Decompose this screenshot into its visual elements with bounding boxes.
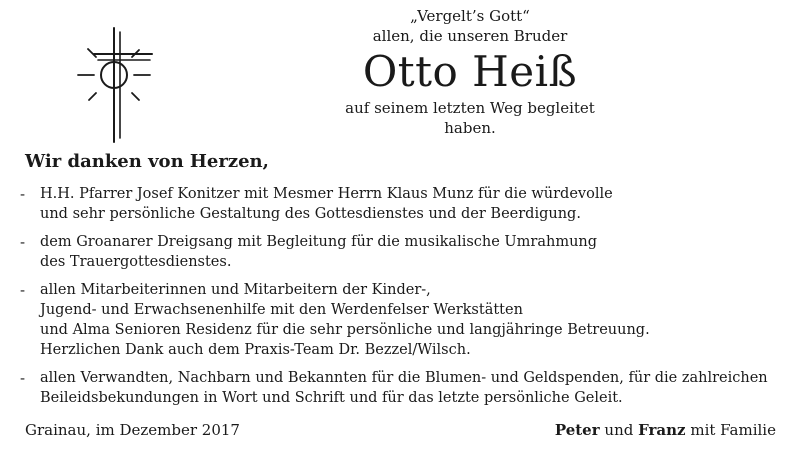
bullet-dash: -	[20, 233, 26, 251]
place-date: Grainau, im Dezember 2017	[25, 421, 240, 439]
closing-line: auf seinem letzten Weg begleitet haben.	[345, 99, 595, 137]
signer-and: und	[604, 421, 634, 439]
bullet-dash: -	[20, 369, 26, 387]
item-line: und sehr persönliche Gestaltung des Gottesdienstes und der Beerdigung.	[40, 206, 581, 222]
item-line: H.H. Pfarrer Josef Konitzer mit Mesmer Herrn Klaus Munz für die würdevolle	[40, 186, 613, 202]
signer-suffix: mit Familie	[690, 421, 776, 439]
quote-line: „Vergelt’s Gott“	[410, 7, 530, 25]
item-line: Jugend- und Erwachsenenhilfe mit den Werdenfelser Werkstätten	[40, 302, 523, 318]
deceased-name: Otto Heiß	[362, 47, 578, 96]
list-item	[20, 184, 780, 224]
signer-name-1: Peter	[554, 421, 600, 439]
thanks-list	[20, 184, 780, 416]
item-line: des Trauergottesdienstes.	[40, 254, 232, 270]
item-line: dem Groanarer Dreigsang mit Begleitung für die musikalische Umrahmung	[40, 234, 598, 250]
item-line: allen Verwandten, Nachbarn und Bekannten für die Blumen- und Geldspenden, für die zahlreichen	[40, 370, 768, 386]
cross-sun-icon	[74, 26, 154, 146]
list-item	[20, 280, 780, 360]
item-line: allen Mitarbeiterinnen und Mitarbeitern der Kinder-,	[40, 282, 431, 298]
list-item	[20, 232, 780, 272]
bullet-dash: -	[20, 185, 26, 203]
bullet-dash: -	[20, 281, 26, 299]
item-line: Beileidsbekundungen in Wort und Schrift und für das letzte persönliche Geleit.	[40, 390, 623, 406]
signer-name-2: Franz	[638, 421, 686, 439]
item-line: Herzlichen Dank auch dem Praxis-Team Dr. Bezzel/Wilsch.	[40, 342, 471, 358]
header	[330, 6, 610, 138]
thanks-heading: Wir danken von Herzen,	[25, 151, 269, 172]
list-item	[20, 368, 780, 408]
signature	[555, 420, 776, 440]
subtitle-line: allen, die unseren Bruder	[372, 27, 568, 45]
item-line: und Alma Senioren Residenz für die sehr persönliche und langjähringe Betreuung.	[40, 322, 650, 338]
